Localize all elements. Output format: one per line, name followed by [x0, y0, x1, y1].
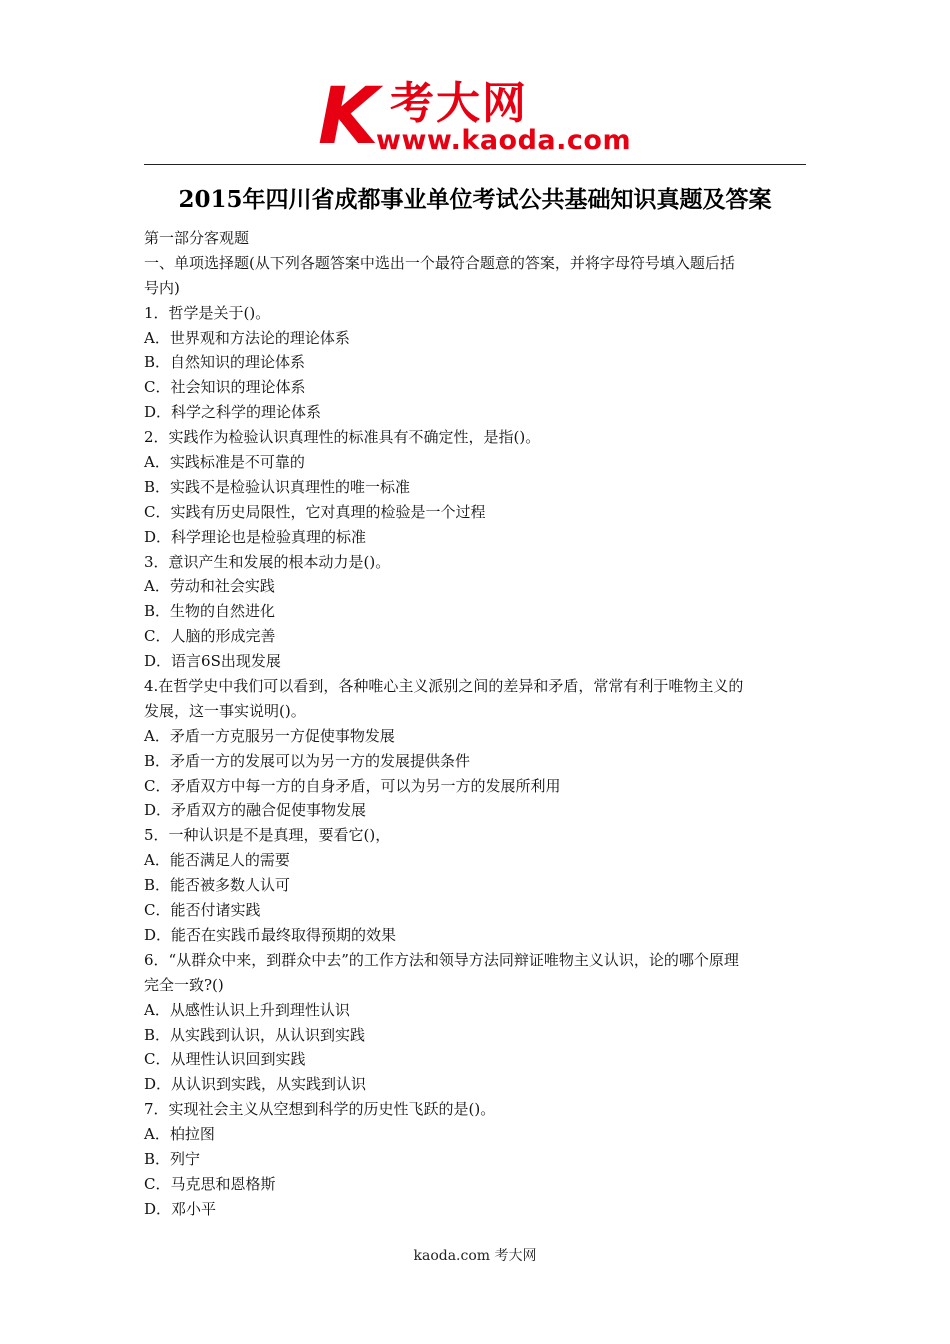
- option-line: D．语言6S出现发展: [144, 652, 281, 671]
- document-title: 2015年四川省成都事业单位考试公共基础知识真题及答案: [178, 186, 772, 213]
- option-line: A．实践标准是不可靠的: [144, 453, 305, 472]
- option-line: B．生物的自然进化: [144, 602, 276, 621]
- option-line: B．矛盾一方的发展可以为另一方的发展提供条件: [144, 751, 471, 770]
- page-footer: kaoda.com 考大网: [413, 1248, 537, 1264]
- option-line: B．自然知识的理论体系: [144, 353, 306, 372]
- option-line: C．人脑的形成完善: [144, 627, 276, 646]
- question-1: 1．哲学是关于()。: [144, 303, 271, 322]
- question-2: 2．实践作为检验认识真理性的标准具有不确定性，是指()。: [144, 428, 541, 447]
- option-line: C．矛盾双方中每一方的自身矛盾，可以为另一方的发展所利用: [144, 776, 561, 795]
- option-line: A．能否满足人的需要: [144, 851, 290, 870]
- option-line: C．马克思和恩格斯: [144, 1174, 276, 1193]
- instructions-line: 号内): [144, 278, 180, 297]
- question-4: 4.在哲学史中我们可以看到，各种唯心主义派别之间的差异和矛盾，常常有利于唯物主义的: [144, 677, 744, 696]
- logo-url: www.kaoda.com: [376, 125, 632, 156]
- question-6: 6．“从群众中来，到群众中去”的工作方法和领导方法同辩证唯物主义认识，论的哪个原理: [144, 950, 739, 969]
- logo-site-name: 考大网: [390, 78, 528, 129]
- option-line: D．科学之科学的理论体系: [144, 403, 322, 422]
- option-line: C．实践有历史局限性，它对真理的检验是一个过程: [144, 502, 486, 521]
- question-6-continued: 完全一致?(): [144, 975, 224, 994]
- option-line: D．矛盾双方的融合促使事物发展: [144, 801, 367, 820]
- section-heading: 第一部分客观题: [144, 229, 250, 247]
- instructions-line: 一、单项选择题(从下列各题答案中选出一个最符合题意的答案，并将字母符号填入题后括: [144, 253, 735, 272]
- option-line: A．矛盾一方克服另一方促使事物发展: [144, 726, 395, 745]
- question-3: 3．意识产生和发展的根本动力是()。: [144, 552, 391, 571]
- question-4-continued: 发展，这一事实说明()。: [144, 701, 306, 720]
- question-7: 7．实现社会主义从空想到科学的历史性飞跃的是()。: [144, 1100, 496, 1119]
- option-line: A．柏拉图: [144, 1125, 215, 1144]
- option-line: B．列宁: [144, 1149, 201, 1168]
- option-line: D．能否在实践币最终取得预期的效果: [144, 925, 397, 944]
- option-line: B．能否被多数人认可: [144, 876, 291, 895]
- header-divider: [144, 164, 806, 165]
- option-line: A．世界观和方法论的理论体系: [144, 328, 350, 347]
- question-5: 5．一种认识是不是真理，要看它()，: [144, 826, 391, 845]
- option-line: D．科学理论也是检验真理的标准: [144, 527, 367, 546]
- option-line: D．从认识到实践，从实践到认识: [144, 1075, 367, 1094]
- logo-k-letter: K: [318, 72, 377, 162]
- option-line: B．实践不是检验认识真理性的唯一标准: [144, 477, 411, 496]
- option-line: A．劳动和社会实践: [144, 577, 275, 596]
- option-line: C．从理性认识回到实践: [144, 1050, 306, 1069]
- option-line: A．从感性认识上升到理性认识: [144, 1000, 350, 1019]
- kaoda-logo: [318, 72, 640, 162]
- option-line: B．从实践到认识，从认识到实践: [144, 1025, 366, 1044]
- document-body: [144, 226, 809, 1222]
- option-line: D．邓小平: [144, 1199, 217, 1218]
- option-line: C．社会知识的理论体系: [144, 378, 306, 397]
- option-line: C．能否付诸实践: [144, 901, 261, 920]
